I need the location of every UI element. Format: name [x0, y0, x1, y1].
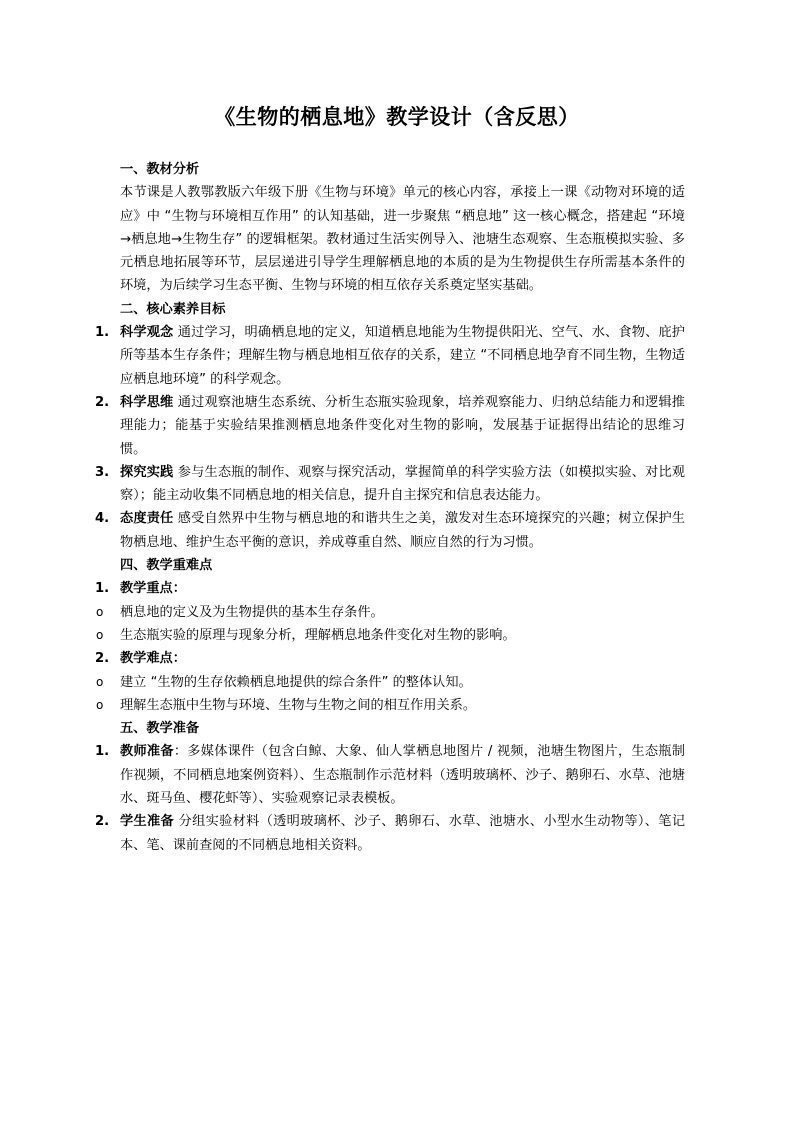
list-number: 2.	[95, 651, 110, 667]
goal-item	[95, 507, 685, 554]
textbook-analysis-paragraph: 本节课是人教鄂教版六年级下册《生物与环境》单元的核心内容，承接上一课《动物对环境的适应》中 “生物与环境相互作用” 的认知基础，进一步聚焦 “栖息地” 这一核心概念，搭建起 “环境→栖息地→生物生存” 的逻辑框架。教材通过生活实例导入、池塘生态观察、生态瓶模拟实验、多元栖息地拓展等环节，层层递进引导学生理解栖息地的本质的是为生物提供生存所需基本条件的环境，为后续学习生态平衡、生物与环境的相互依存关系奠定坚实基础。	[120, 185, 685, 294]
list-number: 3.	[95, 464, 110, 480]
goal-item	[95, 391, 685, 461]
goal-item	[95, 461, 685, 508]
goal-text: 参与生态瓶的制作、观察与探究活动，掌握简单的科学实验方法（如模拟实验、对比观察）；能主动收集不同栖息地的相关信息，提升自主探究和信息表达能力。	[120, 464, 685, 504]
document-body	[95, 158, 686, 857]
section-heading-key-points: 四、教学重难点	[120, 558, 213, 574]
preparation-item	[95, 740, 685, 810]
preparation-lead: 学生准备	[120, 814, 175, 830]
document-title: 《生物的栖息地》教学设计（含反思）	[214, 104, 580, 129]
preparation-item	[95, 810, 686, 857]
section-heading-core-goals: 二、核心素养目标	[120, 301, 226, 317]
goal-lead: 科学思维	[120, 394, 174, 410]
list-item: o 建立 “生物的生存依赖栖息地提供的综合条件” 的整体认知。	[120, 671, 685, 694]
bullet-icon: o	[96, 604, 104, 619]
list-number: 1.	[95, 581, 110, 597]
list-number: 2.	[95, 814, 110, 830]
list-item: o 栖息地的定义及为生物提供的基本生存条件。	[120, 601, 685, 624]
goal-text: 通过学习，明确栖息地的定义，知道栖息地能为生物提供阳光、空气、水、食物、庇护所等基本生存条件；理解生物与栖息地相互依存的关系，建立 “不同栖息地孕育不同生物，生物适应栖息地环境” 的科学观念。	[120, 325, 685, 387]
preparation-lead: 教师准备	[120, 744, 174, 760]
list-number: 4.	[95, 511, 110, 527]
list-number: 2.	[95, 394, 110, 410]
difficult-point-label: 2. 教学难点：	[120, 647, 685, 670]
section-heading-preparation: 五、教学准备	[120, 721, 200, 737]
section-heading-textbook-analysis: 一、教材分析	[120, 162, 200, 177]
list-item: o 生态瓶实验的原理与现象分析，理解栖息地条件变化对生物的影响。	[120, 624, 685, 647]
bullet-icon: o	[96, 697, 104, 712]
goal-lead: 科学观念	[120, 325, 174, 341]
bullet-icon: o	[96, 627, 104, 642]
bullet-icon: o	[96, 674, 104, 689]
list-item: o 理解生态瓶中生物与环境、生物与生物之间的相互作用关系。	[120, 694, 685, 717]
goal-lead: 态度责任	[120, 511, 174, 527]
goal-text: 通过观察池塘生态系统、分析生态瓶实验现象，培养观察能力、归纳总结能力和逻辑推理能力；能基于实验结果推测栖息地条件变化对生物的影响，发展基于证据得出结论的思维习惯。	[120, 394, 685, 457]
goal-text: 感受自然界中生物与栖息地的和谐共生之美，激发对生态环境探究的兴趣；树立保护生物栖息地、维护生态平衡的意识，养成尊重自然、顺应自然的行为习惯。	[120, 511, 685, 550]
list-number: 1.	[95, 325, 110, 341]
goal-item	[95, 321, 685, 391]
goal-lead: 探究实践	[120, 464, 174, 480]
preparation-text: 分组实验材料（透明玻璃杯、沙子、鹅卵石、水草、池塘水、小型水生动物等）、笔记本、笔、课前查阅的不同栖息地相关资料。	[120, 814, 686, 853]
preparation-text: ：多媒体课件（包含白鲸、大象、仙人掌栖息地图片 / 视频，池塘生物图片，生态瓶制作视频，不同栖息地案例资料）、生态瓶制作示范材料（透明玻璃杯、沙子、鹅卵石、水草、池塘水、斑马鱼、樱花虾等）、实验观察记录表模板。	[120, 744, 685, 807]
key-point-label: 1. 教学重点：	[120, 577, 685, 600]
list-number: 1.	[95, 744, 110, 760]
